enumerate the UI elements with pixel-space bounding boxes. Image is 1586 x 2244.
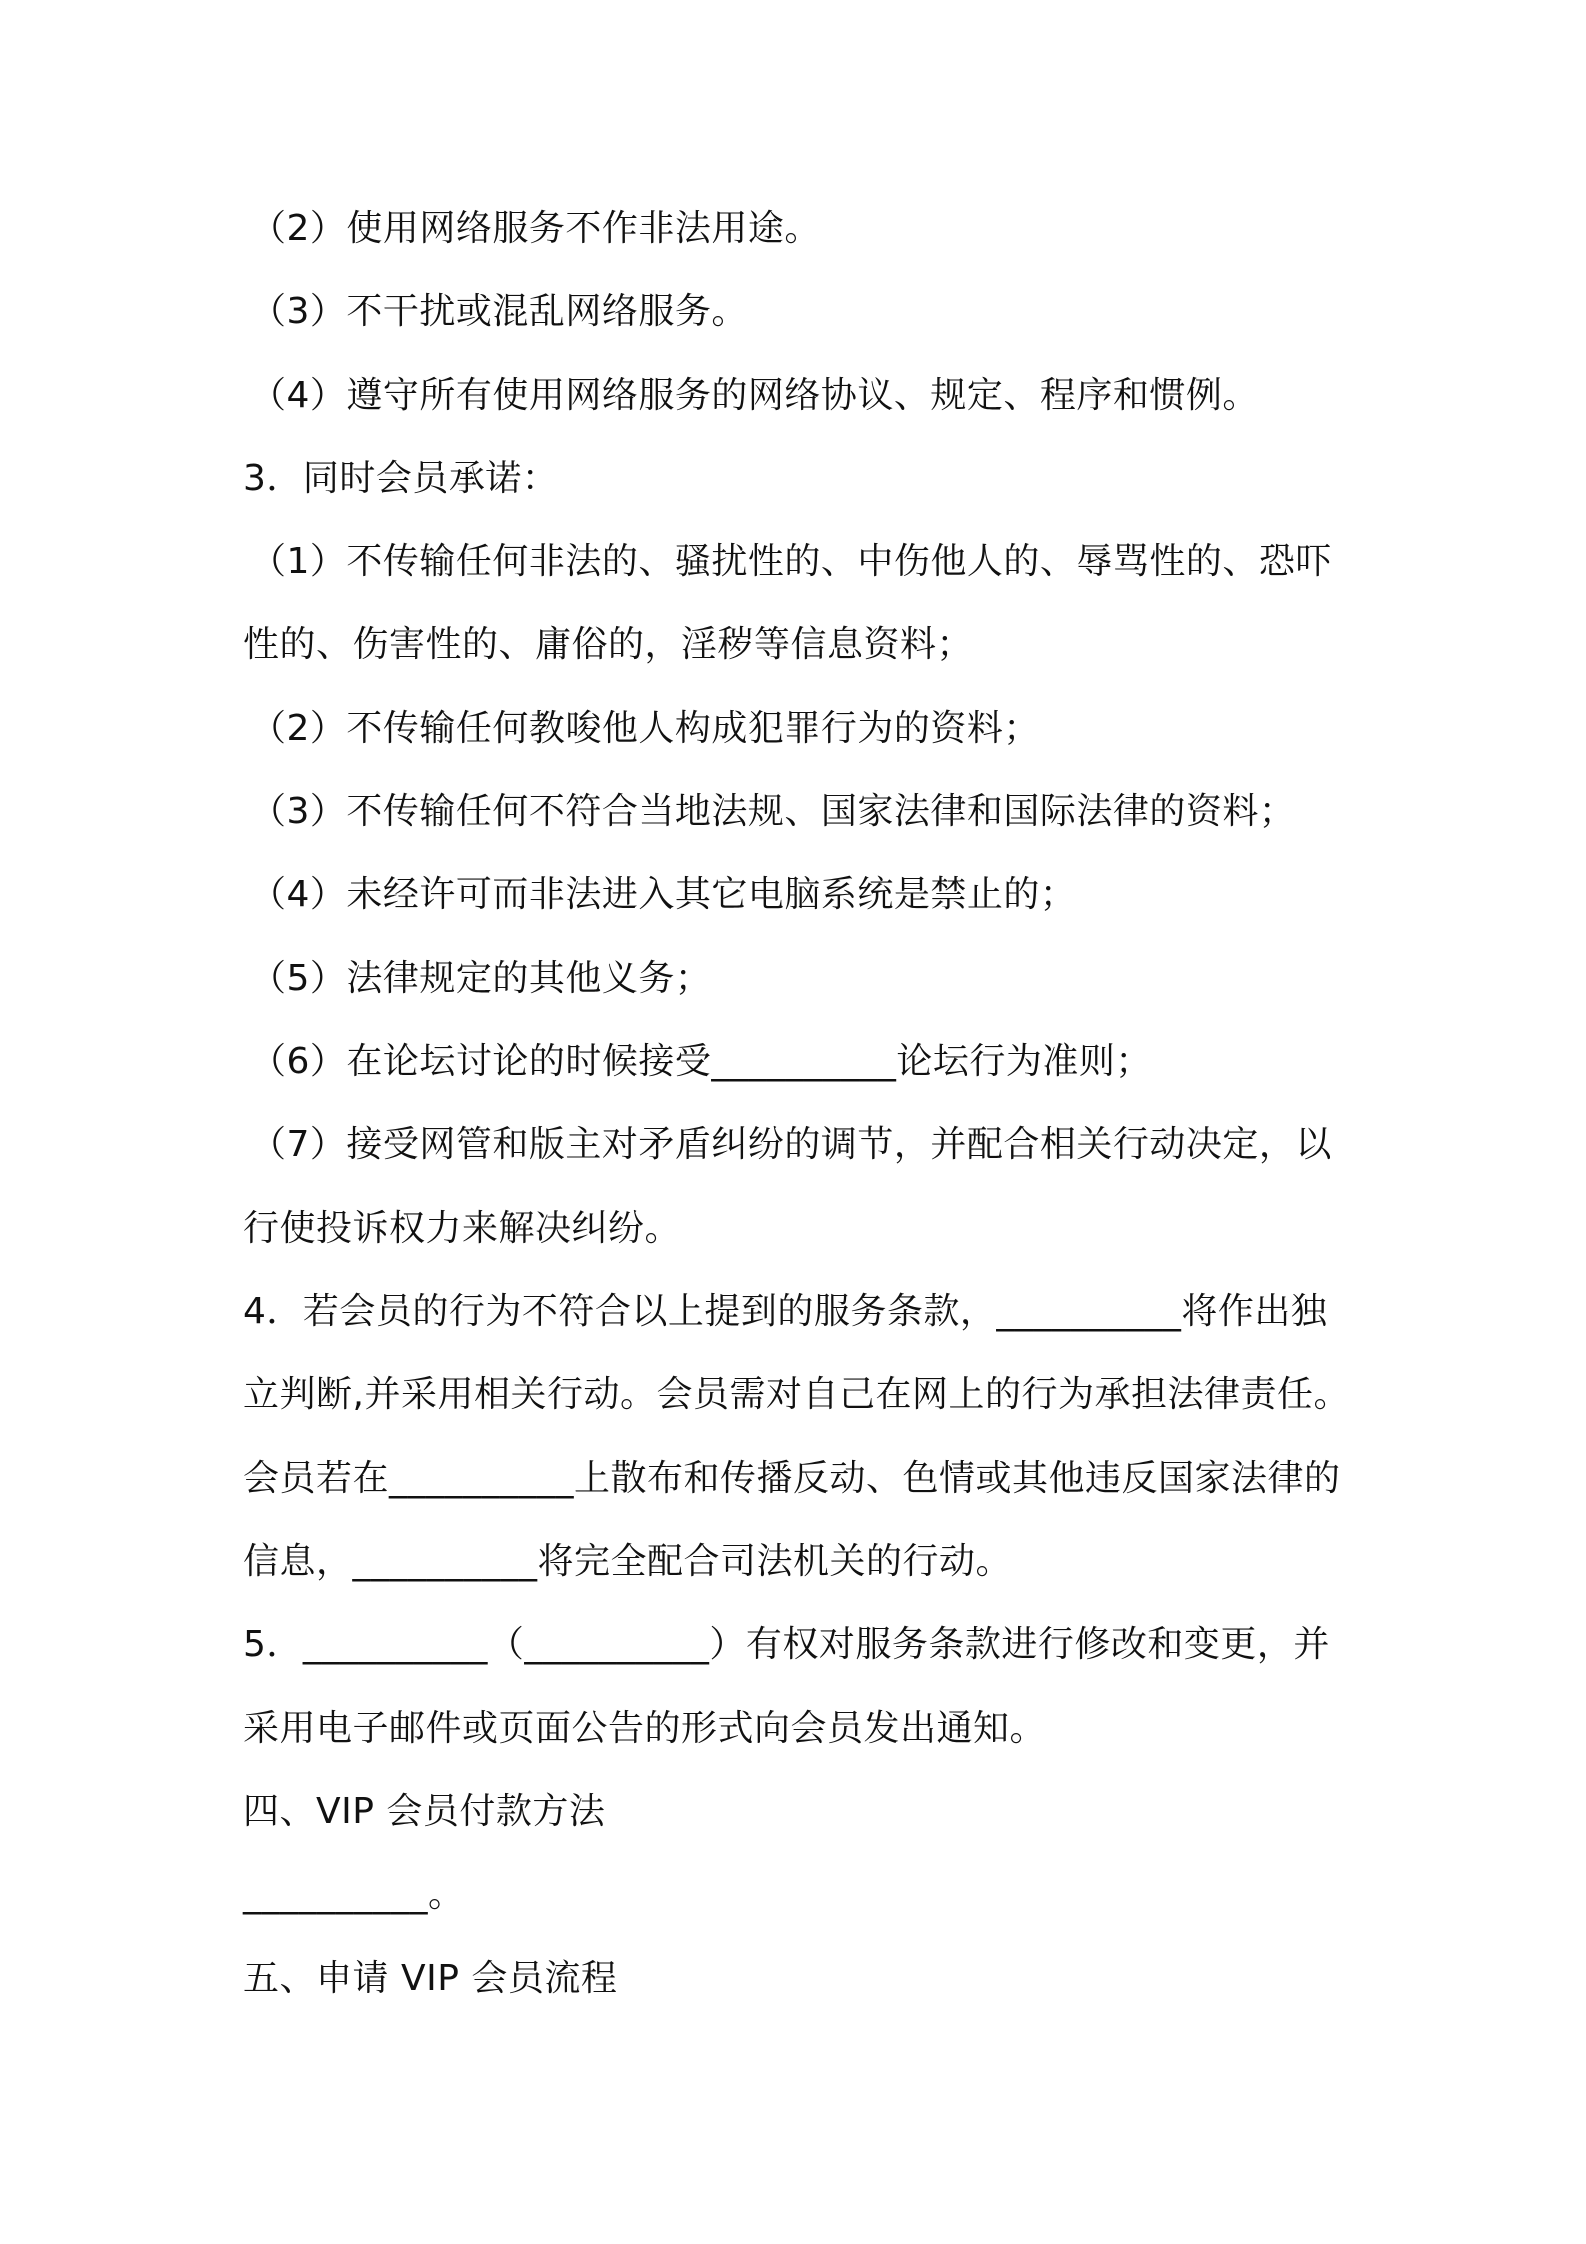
text-line: （4）未经许可而非法进入其它电脑系统是禁止的； (250, 874, 1077, 915)
text-line: 信息，__________将完全配合司法机关的行动。 (243, 1541, 1013, 1582)
text-line: （7）接受网管和版主对矛盾纠纷的调节，并配合相关行动决定，以 (250, 1124, 1332, 1165)
text-line: （3）不传输任何不符合当地法规、国家法律和国际法律的资料； (250, 791, 1296, 832)
text-line: 立判断,并采用相关行动。会员需对自己在网上的行为承担法律责任。 (243, 1374, 1350, 1415)
section-heading: 3．同时会员承诺： (243, 458, 559, 499)
text-line: 5．__________（__________）有权对服务条款进行修改和变更，并 (243, 1624, 1330, 1665)
text-line: （4）遵守所有使用网络服务的网络协议、规定、程序和惯例。 (250, 375, 1259, 416)
text-line: 行使投诉权力来解决纠纷。 (243, 1208, 682, 1249)
text-line: （3）不干扰或混乱网络服务。 (250, 291, 748, 332)
text-line: 采用电子邮件或页面公告的形式向会员发出通知。 (243, 1708, 1047, 1749)
text-line: 4．若会员的行为不符合以上提到的服务条款，__________将作出独 (243, 1291, 1328, 1332)
section-heading: 四、VIP 会员付款方法 (243, 1791, 606, 1832)
text-line: （2）使用网络服务不作非法用途。 (250, 208, 821, 249)
section-heading: 五、申请 VIP 会员流程 (243, 1958, 618, 1999)
text-line: 性的、伤害性的、庸俗的，淫秽等信息资料； (243, 624, 974, 665)
text-line: （6）在论坛讨论的时候接受__________论坛行为准则； (250, 1041, 1152, 1082)
text-line: （1）不传输任何非法的、骚扰性的、中伤他人的、辱骂性的、恐吓 (250, 541, 1332, 582)
text-line: __________。 (243, 1874, 465, 1915)
text-line: （5）法律规定的其他义务； (250, 958, 712, 999)
text-line: （2）不传输任何教唆他人构成犯罪行为的资料； (250, 708, 1040, 749)
text-line: 会员若在__________上散布和传播反动、色情或其他违反国家法律的 (243, 1458, 1341, 1499)
